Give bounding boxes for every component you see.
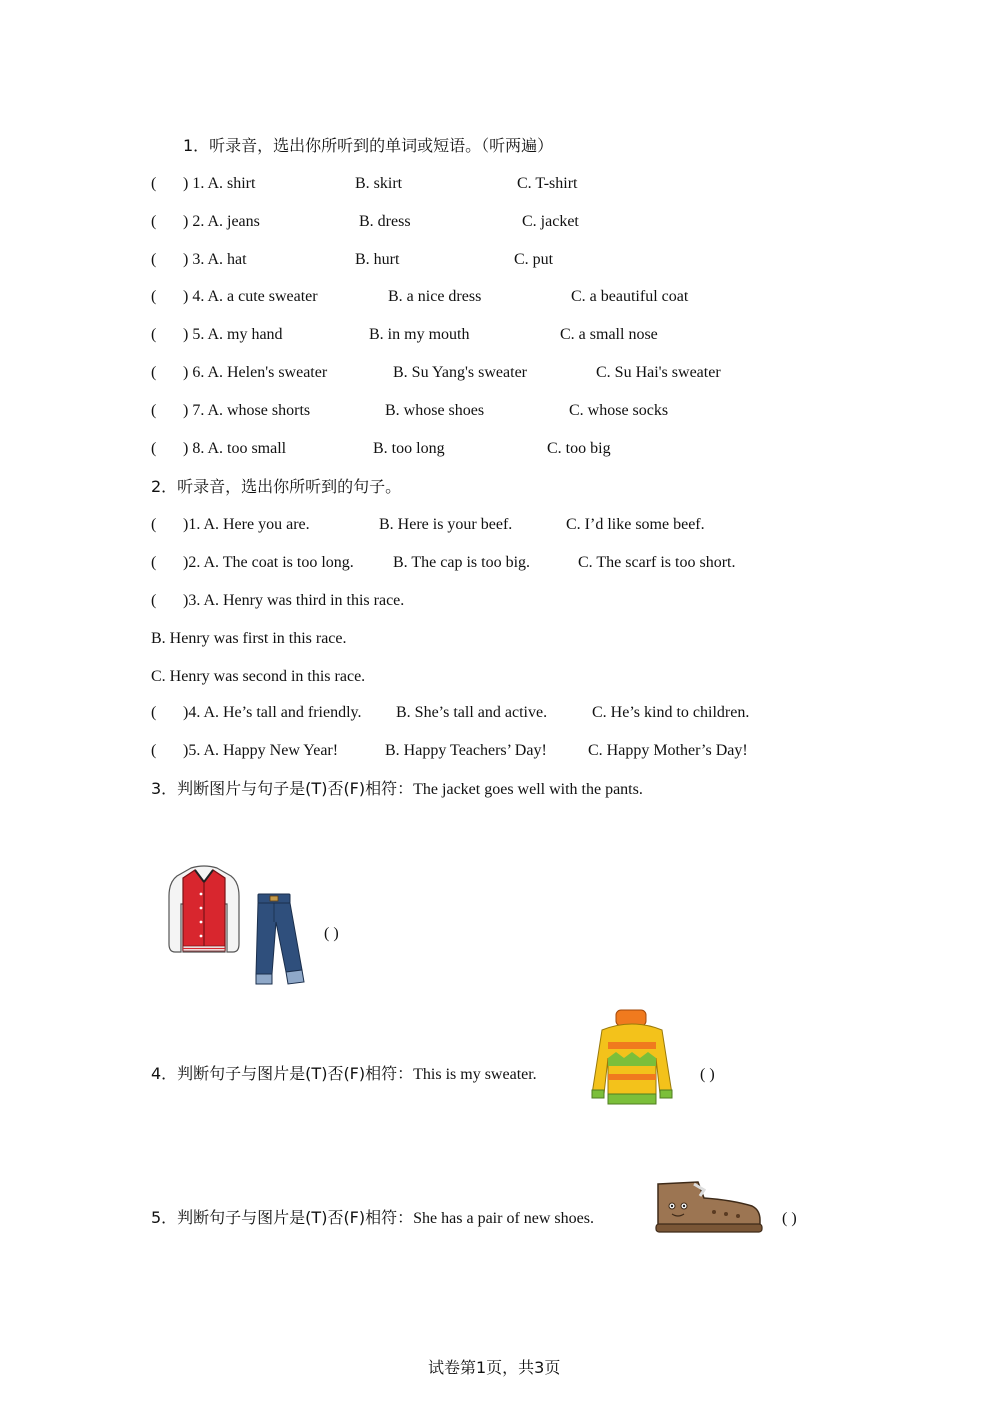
option-a: ) 2. A. jeans bbox=[183, 213, 260, 230]
option-b: B. in my mouth bbox=[369, 326, 470, 343]
jeans-icon bbox=[252, 892, 310, 988]
option-b: B. Here is your beef. bbox=[379, 516, 513, 533]
option-c: C. The scarf is too short. bbox=[578, 554, 736, 571]
answer-bracket: ( bbox=[151, 326, 157, 343]
option-c: C. Su Hai's sweater bbox=[596, 364, 721, 381]
section-4-sentence: This is my sweater. bbox=[413, 1066, 537, 1083]
section-4-prefix: 4．判断句子与图片是(T)否(F)相符： bbox=[151, 1064, 414, 1083]
section-1-title: 1．听录音，选出你所听到的单词或短语。（听两遍） bbox=[183, 136, 554, 155]
option-b: B. She’s tall and active. bbox=[396, 704, 548, 721]
page-footer: 试卷第1页，共3页 bbox=[428, 1358, 561, 1377]
option-c: C. Henry was second in this race. bbox=[151, 668, 366, 685]
option-b: B. a nice dress bbox=[388, 288, 482, 305]
section-2-title: 2．听录音，选出你所听到的句子。 bbox=[151, 477, 402, 496]
section-4-answer-blank[interactable]: ( ) bbox=[700, 1066, 715, 1083]
option-c: C. He’s kind to children. bbox=[592, 704, 750, 721]
section-3-prefix: 3．判断图片与句子是(T)否(F)相符： bbox=[151, 779, 414, 798]
option-c: C. whose socks bbox=[569, 402, 669, 419]
option-a: )1. A. Here you are. bbox=[183, 516, 310, 533]
shoe-icon bbox=[652, 1176, 764, 1238]
jacket-icon bbox=[165, 864, 243, 958]
answer-bracket: ( bbox=[151, 516, 157, 533]
option-a: ) 7. A. whose shorts bbox=[183, 402, 311, 419]
option-a: ) 4. A. a cute sweater bbox=[183, 288, 318, 305]
option-a: )3. A. Henry was third in this race. bbox=[183, 592, 405, 609]
section-4-question bbox=[151, 1064, 537, 1085]
sweater-icon bbox=[586, 1006, 678, 1114]
option-a: ) 1. A. shirt bbox=[183, 175, 256, 192]
option-c: C. too big bbox=[547, 440, 611, 457]
answer-bracket: ( bbox=[151, 175, 157, 192]
answer-bracket: ( bbox=[151, 554, 157, 571]
answer-bracket: ( bbox=[151, 251, 157, 268]
option-c: C. jacket bbox=[522, 213, 579, 230]
option-b: B. whose shoes bbox=[385, 402, 485, 419]
section-3-answer-blank[interactable]: ( ) bbox=[324, 925, 339, 942]
option-b: B. Happy Teachers’ Day! bbox=[385, 742, 547, 759]
option-b: B. too long bbox=[373, 440, 445, 457]
option-b: B. The cap is too big. bbox=[393, 554, 531, 571]
option-b: B. skirt bbox=[355, 175, 403, 192]
option-a: ) 3. A. hat bbox=[183, 251, 247, 268]
answer-bracket: ( bbox=[151, 402, 157, 419]
option-a: ) 8. A. too small bbox=[183, 440, 287, 457]
section-3-question bbox=[151, 779, 643, 800]
option-c: C. I’d like some beef. bbox=[566, 516, 705, 533]
section-5-question bbox=[151, 1208, 594, 1229]
option-c: C. put bbox=[514, 251, 554, 268]
option-b: B. Henry was first in this race. bbox=[151, 630, 347, 647]
section-3-sentence: The jacket goes well with the pants. bbox=[413, 781, 643, 798]
section-5-answer-blank[interactable]: ( ) bbox=[782, 1210, 797, 1227]
option-a: ) 5. A. my hand bbox=[183, 326, 283, 343]
answer-bracket: ( bbox=[151, 704, 157, 721]
option-a: )2. A. The coat is too long. bbox=[183, 554, 354, 571]
option-c: C. a beautiful coat bbox=[571, 288, 689, 305]
answer-bracket: ( bbox=[151, 213, 157, 230]
option-a: ) 6. A. Helen's sweater bbox=[183, 364, 328, 381]
option-a: )5. A. Happy New Year! bbox=[183, 742, 339, 759]
answer-bracket: ( bbox=[151, 592, 157, 609]
option-c: C. Happy Mother’s Day! bbox=[588, 742, 748, 759]
answer-bracket: ( bbox=[151, 288, 157, 305]
option-b: B. hurt bbox=[355, 251, 400, 268]
option-a: )4. A. He’s tall and friendly. bbox=[183, 704, 362, 721]
option-b: B. Su Yang's sweater bbox=[393, 364, 527, 381]
option-c: C. a small nose bbox=[560, 326, 658, 343]
answer-bracket: ( bbox=[151, 440, 157, 457]
option-b: B. dress bbox=[359, 213, 411, 230]
section-5-sentence: She has a pair of new shoes. bbox=[413, 1210, 594, 1227]
section-5-prefix: 5．判断句子与图片是(T)否(F)相符： bbox=[151, 1208, 414, 1227]
option-c: C. T-shirt bbox=[517, 175, 578, 192]
answer-bracket: ( bbox=[151, 742, 157, 759]
answer-bracket: ( bbox=[151, 364, 157, 381]
